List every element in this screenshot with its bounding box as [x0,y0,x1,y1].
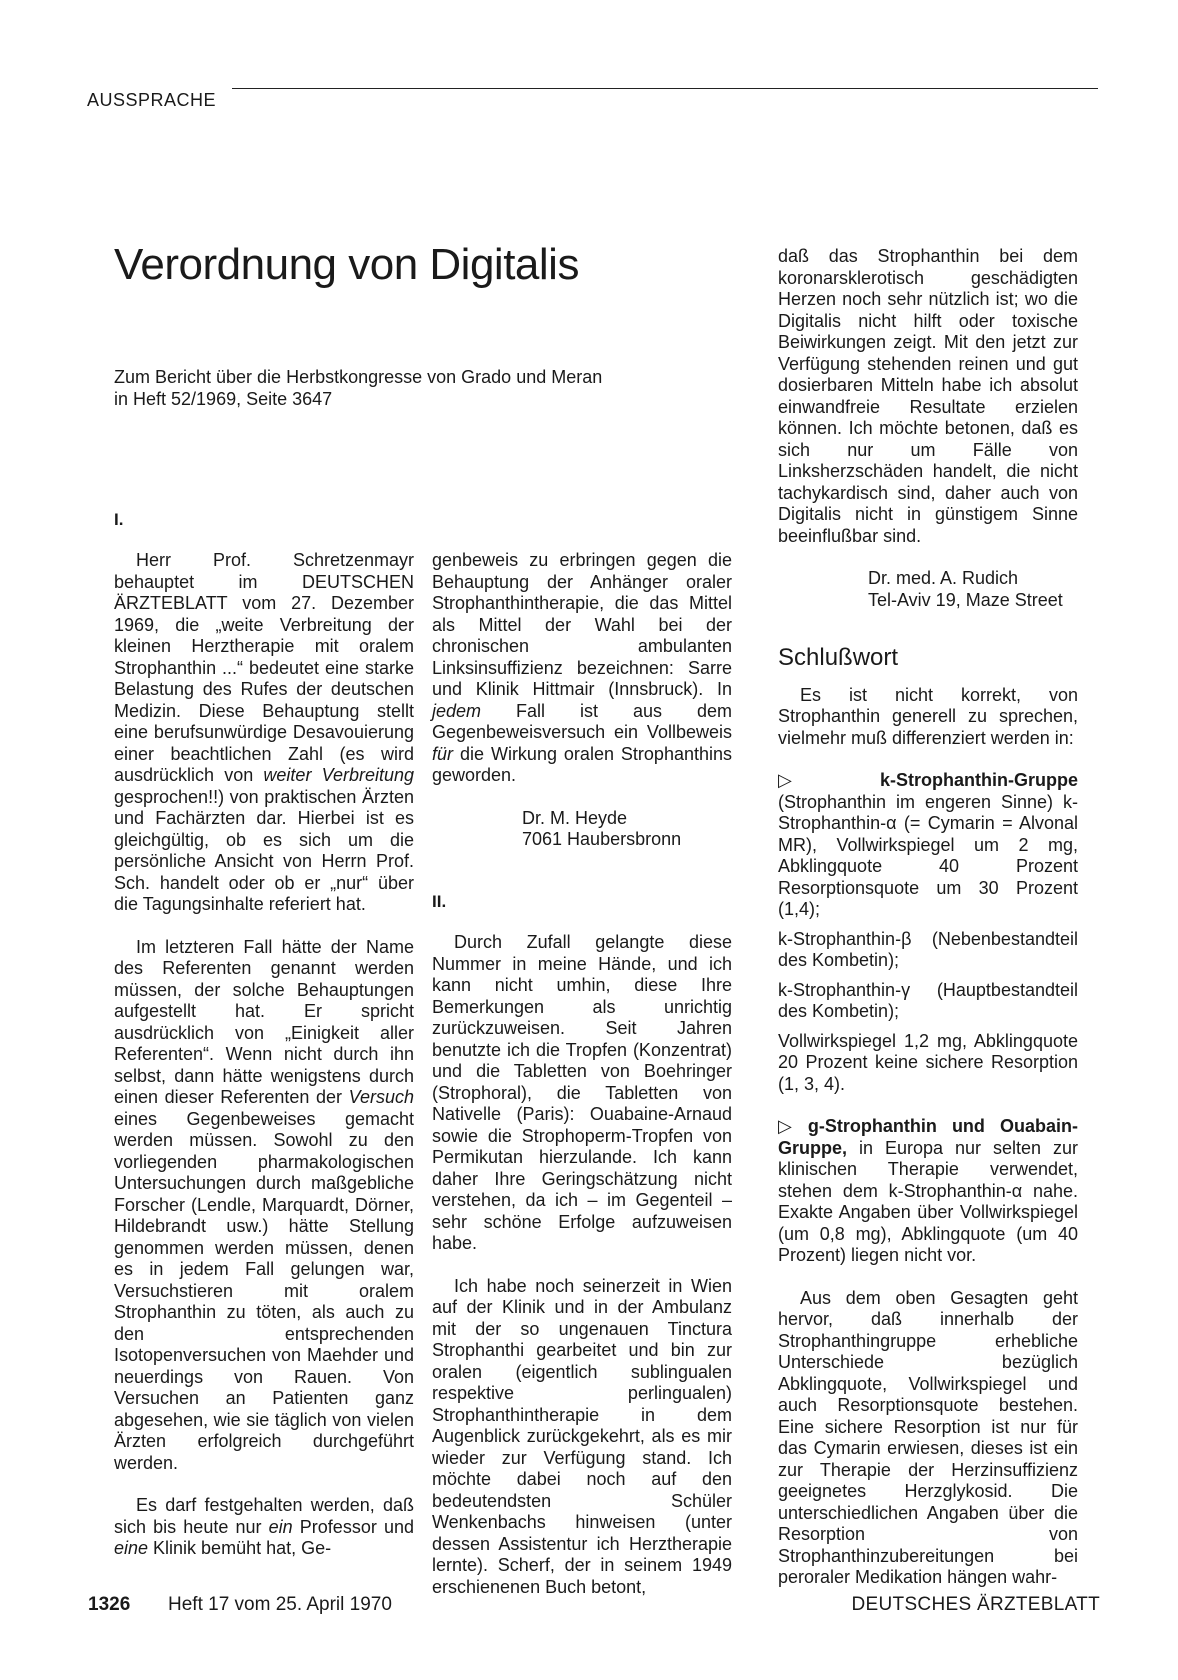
bullet-g-strophanthin: ▷ g-Strophanthin und Ouabain-Gruppe, in Europa nur selten zur klinischen Therapie verwendet, stehen dem k-Strophanthin-α nahe. Exakte Angaben über Vollwirkspiegel (um 0,8 mg), Abklingquote (um 40 Prozent) liegen nicht vor. [778,1116,1078,1265]
subtitle-line-1: Zum Bericht über die Herbstkongresse von Grado und Meran [114,367,603,387]
journal-name: DEUTSCHES ÄRZTEBLATT [851,1594,1100,1615]
col3-paragraph-3: Aus dem oben Gesagten geht hervor, daß innerhalb der Strophanthingruppe erhebliche Unterschiede bezüglich Abklingquote, Vollwirkspiegel und auch Resorptionsquote bestehen. Eine sichere Resorption ist nur für das Cymarin erwiesen, dieses ist ein zur Therapie der Herzinsuffizienz geeignetes Herzglykosid. Die unterschiedlichen Angaben über die Resorption von Strophanthinzubereitungen bei peroraler Medikation hängen wahr- [778,1287,1078,1587]
column-3 [778,246,1078,1610]
col2-paragraph-2: Durch Zufall gelangte diese Nummer in meine Hände, und ich kann nicht umhin, diese Ihre Bemerkungen als unrichtig zurückzuweisen. Seit Jahren benutzte ich die Tropfen (Konzentrat) und die Tabletten von Boehringer (Strophoral), die Tabletten von Nativelle (Paris): Ouabaine-Arnaud sowie die Strophoperm-Tropfen von Permikutan hierzulande. Ich kann daher Ihre Geringschätzung nicht verstehen, da ich – im Gegenteil – sehr schöne Erfolge aufzuweisen habe. [432,932,732,1253]
k-strophanthin-beta: k-Strophanthin-β (Nebenbestandteil des Kombetin); [778,928,1078,970]
signature-name: Dr. med. A. Rudich [868,568,1019,588]
col1-paragraph-1: Herr Prof. Schretzenmayr behauptet im DEUTSCHEN ÄRZTEBLATT vom 27. Dezember 1969, die „weite Verbreitung der kleinen Herztherapie mit oralem Strophanthin ...“ bedeutet eine starke Belastung des Rufes der deutschen Medizin. Diese Behauptung stellt eine berufsunwürdige Desavouierung einer beachtlichen Zahl (es wird ausdrücklich von weiter Verbreitung gesprochen!!) von praktischen Ärzten und Fachärzten dar. Hierbei ist es gleichgültig, ob es sich um die persönliche Ansicht von Herrn Prof. Sch. handelt oder ob er „nur“ über die Tagungsinhalte referiert hat. [114,550,414,914]
column-2 [432,550,732,1619]
signature-heyde [432,808,732,851]
col3-paragraph-1: daß das Strophanthin bei dem koronarsklerotisch geschädigten Herzen noch sehr nützlich ist; wo die Digitalis nicht hilft oder toxische Beiwirkungen zeigt. Mit den jetzt zur Verfügung stehenden reinen und gut dosierbaren Mitteln habe ich absolut einwandfreie Resultate erzielen können. Ich möchte betonen, daß es sich nur um Fälle von Linksherzschäden handelt, die nicht tachykardisch sind, daher auch von Digitalis nicht in günstigem Sinne beeinflußbar sind. [778,246,1078,546]
bullet-k-strophanthin: ▷ k-Strophanthin-Gruppe (Strophanthin im engeren Sinne) k-Strophanthin-α (= Cymarin = Alvonal MR), Vollwirkspiegel um 2 mg, Abklingquote 40 Prozent Resorptionsquote um 30 Prozent (1,4); [778,770,1078,919]
column-1 [114,550,414,1581]
col1-paragraph-3: Es darf festgehalten werden, daß sich bis heute nur ein Professor und eine Klinik bemüht hat, Ge- [114,1495,414,1558]
col2-paragraph-3: Ich habe noch seinerzeit in Wien auf der Klinik und in der Ambulanz mit der so ungenauen Tinctura Strophanthi gearbeitet und bin zur oralen (eigentlich sublingualen respektive perlingualen) Strophanthintherapie in dem Augenblick zurückgekehrt, als es mir wieder zur Verfügung stand. Ich möchte dabei noch auf den bedeutendsten Schüler Wenkenbachs hinweisen (unter dessen Assistentur ich Herztherapie lernte). Scherf, der in seinem 1949 erschienenen Buch betont, [432,1275,732,1597]
col2-paragraph-1: genbeweis zu erbringen gegen die Behauptung der Anhänger oraler Strophanthintherapie, die das Mittel als Mittel der Wahl bei der chronischen ambulanten Linksinsuffizienz bezeichnen: Sarre und Klinik Hittmair (Innsbruck). In jedem Fall ist aus dem Gegenbeweisversuch ein Vollbeweis für die Wirkung oralen Strophanthins geworden. [432,550,732,785]
triangle-bullet-icon: ▷ [778,1116,802,1136]
header-rule [232,88,1098,89]
issue-info: Heft 17 vom 25. April 1970 [168,1594,392,1615]
article-title: Verordnung von Digitalis [114,240,579,289]
page-number: 1326 [88,1594,131,1615]
subtitle-line-2: in Heft 52/1969, Seite 3647 [114,389,333,409]
schlusswort-heading: Schlußwort [778,644,899,671]
triangle-bullet-icon: ▷ [778,770,875,790]
section-heading-1: I. [114,510,124,529]
k-strophanthin-gamma: k-Strophanthin-γ (Hauptbestandteil des Kombetin); [778,979,1078,1021]
article-subtitle [114,366,714,410]
col1-paragraph-2: Im letzteren Fall hätte der Name des Referenten genannt werden müssen, der solche Behauptungen aufgestellt hat. Er spricht ausdrücklich von „Einigkeit aller Referenten“. Wenn nicht durch ihn selbst, dann hätte wenigstens durch einen dieser Referenten der Versuch eines Gegenbeweises gemacht werden müssen. Sowohl zu den vorliegenden pharmakologischen Untersuchungen durch maßgebliche Forscher (Lendle, Marquardt, Dörner, Hildebrandt usw.) hätte Stellung genommen werden müssen, denen es in jedem Fall gelungen war, Versuchstieren mit oralem Strophanthin zu töten, als auch zu den entsprechenden Isotopenversuchen von Maehder und neuerdings von Rauen. Von Versuchen an Patienten ganz abgesehen, wie sie täglich von vielen Ärzten erfolgreich durchgeführt werden. [114,936,414,1473]
section-label: AUSSPRACHE [87,90,217,110]
signature-place: 7061 Haubersbronn [522,829,682,849]
section-heading-2: II. [432,891,447,911]
signature-name: Dr. M. Heyde [522,807,628,828]
col3-paragraph-2: Es ist nicht korrekt, von Strophanthin generell zu sprechen, vielmehr muß differenziert werden in: [778,684,1078,748]
signature-place: Tel-Aviv 19, Maze Street [868,589,1063,610]
signature-rudich [778,568,1078,611]
vollwirkspiegel-note: Vollwirkspiegel 1,2 mg, Abklingquote 20 Prozent keine sichere Resorption (1, 3, 4). [778,1030,1078,1094]
